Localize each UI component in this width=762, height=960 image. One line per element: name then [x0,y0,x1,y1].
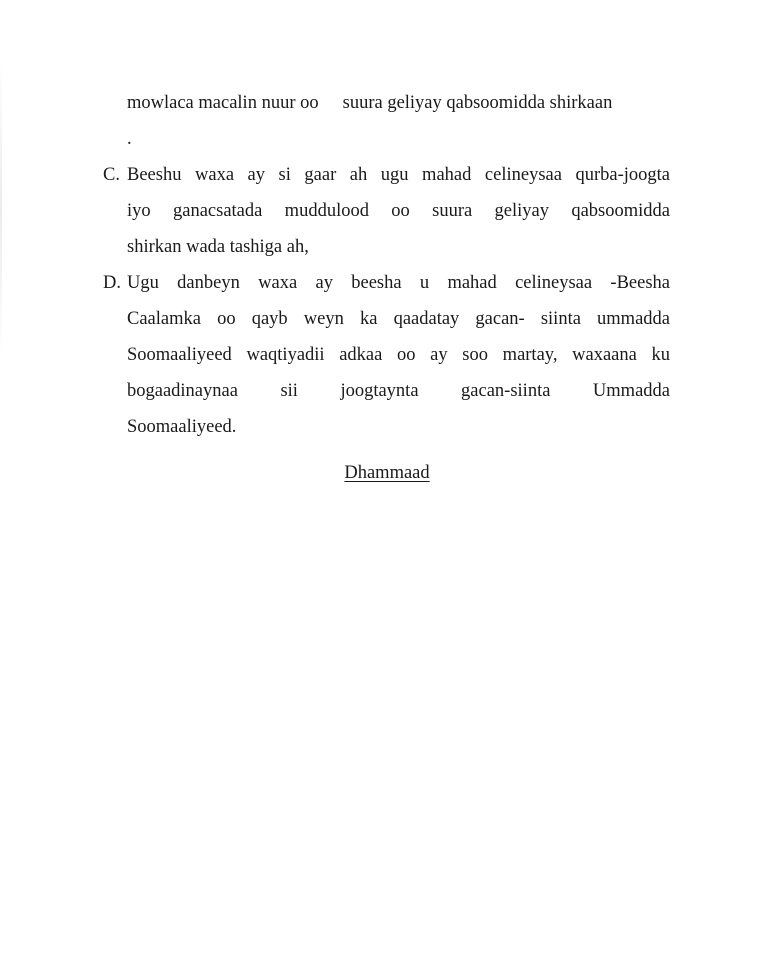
intro-line-2: . [127,129,132,149]
item-d-line-5: Soomaaliyeed. [127,417,237,437]
item-d-line-3: Soomaaliyeed waqtiyadii adkaa oo ay soo martay, waxaana ku [127,345,670,365]
item-c-line-1: Beeshu waxa ay si gaar ah ugu mahad celineysaa qurba-joogta [127,165,670,185]
item-d-line-4: bogaadinaynaa sii joogtaynta gacan-siinta Ummadda [127,381,670,401]
list-marker-d: D. [103,273,121,293]
intro-line-1-part-b: suura geliyay qabsoomidda shirkaan [342,93,613,113]
item-c-line-2: iyo ganacsatada muddulood oo suura geliyay qabsoomidda [127,201,670,221]
list-marker-c: C. [103,165,120,185]
closing-title: Dhammaad [344,463,430,483]
intro-line-1-part-a: mowlaca macalin nuur oo [127,93,319,113]
intro-line-1 [127,92,612,114]
item-d-line-1: Ugu danbeyn waxa ay beesha u mahad celineysaa -Beesha [127,273,670,293]
page-edge-shadow [0,60,2,360]
item-d-line-2: Caalamka oo qayb weyn ka qaadatay gacan- siinta ummadda [127,309,670,329]
closing-title-row [0,462,762,484]
item-c-line-3: shirkan wada tashiga ah, [127,237,309,257]
